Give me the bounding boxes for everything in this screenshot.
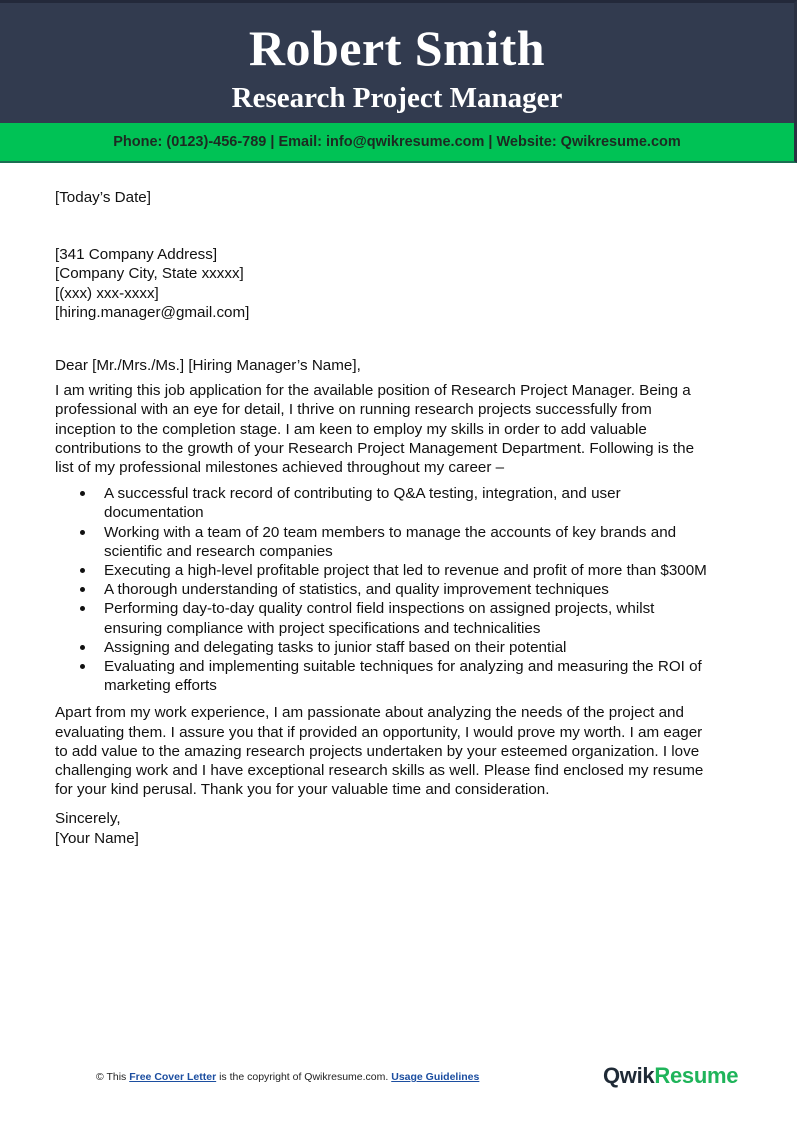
paragraph-line: contributions to the growth of your Research Project Management Department. Following is the [55, 439, 695, 457]
address-line: [(xxx) xxx-xxxx] [55, 284, 159, 302]
copyright-prefix: © This [96, 1071, 130, 1083]
bullet-icon [80, 491, 85, 496]
intro-paragraph [55, 381, 775, 477]
signature: [Your Name] [55, 829, 139, 847]
list-item-text: Executing a high-level profitable project that led to revenue and profit of more than $300M [104, 562, 707, 580]
logo-part-resume: Resume [654, 1063, 739, 1088]
recipient-address [55, 245, 775, 322]
list-item [55, 638, 775, 657]
paragraph-line: to add value to the amazing research projects undertaken by your esteemed organization. I love [55, 742, 700, 760]
paragraph-line: Apart from my work experience, I am passionate about analyzing the needs of the project and [55, 704, 684, 722]
list-item [55, 657, 775, 695]
contact-info: Phone: (0123)-456-789 | Email: info@qwikresume.com | Website: Qwikresume.com [113, 134, 681, 150]
job-title: Research Project Manager [231, 82, 563, 114]
bullet-icon [80, 664, 85, 669]
milestones-list [55, 484, 775, 695]
date-line: [Today’s Date] [55, 189, 151, 206]
list-item-text: Assigning and delegating tasks to junior staff based on their potential [104, 638, 567, 656]
list-item [55, 561, 775, 580]
copyright-middle: is the copyright of Qwikresume.com. [216, 1071, 392, 1083]
list-item [55, 599, 775, 637]
bullet-icon [80, 606, 85, 611]
list-item-text: A thorough understanding of statistics, and quality improvement techniques [104, 581, 609, 599]
bullet-icon [80, 645, 85, 650]
paragraph-line: professional with an eye for detail, I thrive on running research projects successfully from [55, 401, 652, 419]
usage-guidelines-link[interactable]: Usage Guidelines [391, 1071, 480, 1083]
sign-off: Sincerely, [55, 810, 121, 828]
paragraph-line: inception to the completion stage. I am keen to employ my skills in order to add valuable [55, 420, 647, 438]
salutation: Dear [Mr./Mrs./Ms.] [Hiring Manager’s Name], [55, 357, 361, 375]
list-item-text: A successful track record of contributing to Q&A testing, integration, and user [104, 485, 621, 503]
list-item [55, 580, 775, 599]
paragraph-line: challenging work and I have exceptional research skills as well. Please find enclosed my resume [55, 762, 704, 780]
logo-part-qwik: Qwik [603, 1063, 655, 1088]
paragraph-line: I am writing this job application for the available position of Research Project Manager. Being a [55, 382, 691, 400]
list-item-text: Evaluating and implementing suitable techniques for analyzing and measuring the ROI of [104, 658, 702, 676]
address-line: [hiring.manager@gmail.com] [55, 303, 250, 321]
list-item-text: marketing efforts [104, 677, 217, 695]
list-item-text: Working with a team of 20 team members to manage the accounts of key brands and [104, 523, 677, 541]
list-item-text: Performing day-to-day quality control field inspections on assigned projects, whilst [104, 600, 655, 618]
list-item [55, 484, 775, 522]
address-line: [Company City, State xxxxx] [55, 265, 244, 283]
sign-off-block [55, 809, 775, 847]
applicant-name: Robert Smith [248, 20, 546, 76]
bullet-icon [80, 530, 85, 535]
paragraph-line: for your kind perusal. Thank you for your valuable time and consideration. [55, 781, 550, 799]
header-banner [0, 0, 797, 123]
list-item [55, 523, 775, 561]
paragraph-line: list of my professional milestones achieved throughout my career – [55, 459, 505, 477]
contact-bar [0, 123, 797, 163]
list-item-text: ensuring compliance with project specifications and technicalities [104, 619, 541, 637]
qwikresume-logo [603, 1063, 738, 1089]
free-cover-letter-link[interactable]: Free Cover Letter [129, 1071, 217, 1083]
paragraph-line: evaluating them. I assure you that if provided an opportunity, I would prove my worth. I am eager [55, 723, 703, 741]
closing-paragraph [55, 703, 775, 799]
address-line: [341 Company Address] [55, 246, 218, 264]
bullet-icon [80, 587, 85, 592]
list-item-text: scientific and research companies [104, 542, 333, 560]
letter-body [55, 188, 775, 848]
bullet-icon [80, 568, 85, 573]
copyright-note [96, 1071, 479, 1083]
list-item-text: documentation [104, 504, 204, 522]
